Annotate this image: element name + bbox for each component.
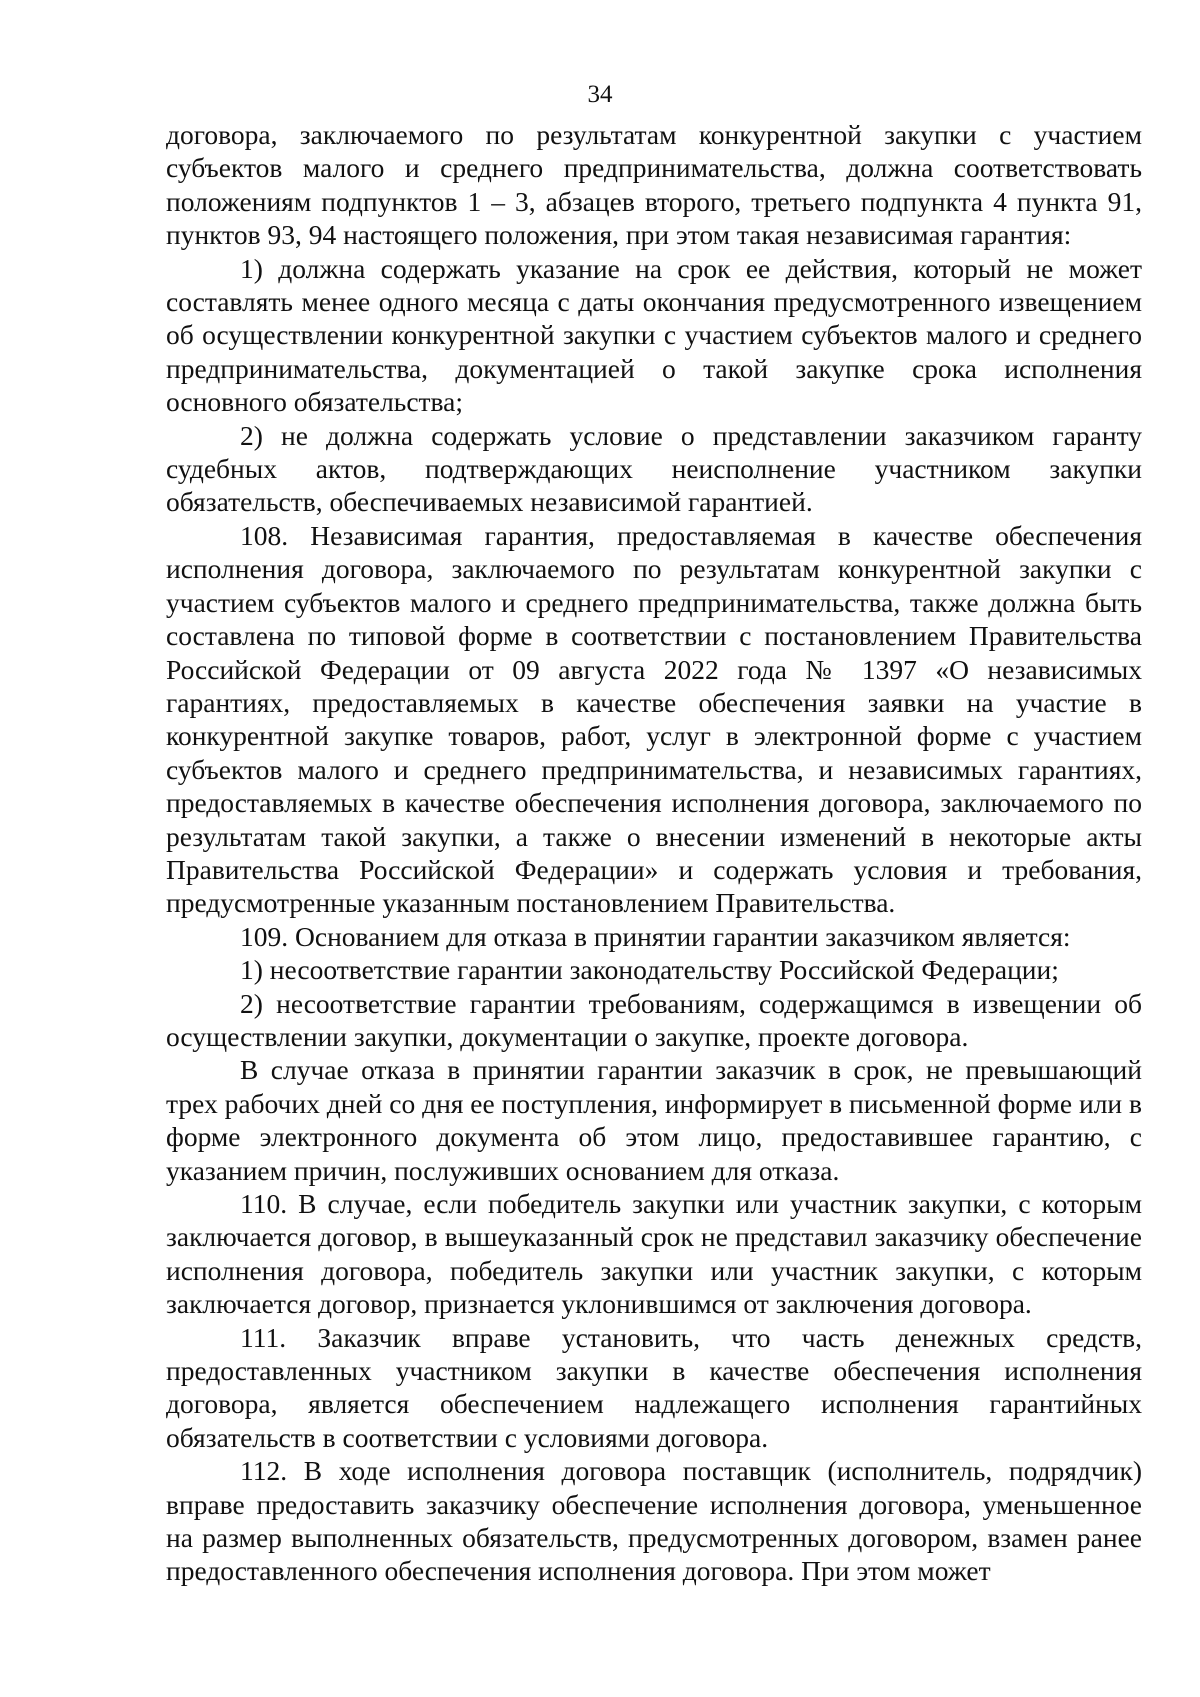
page-number: 34 [587,81,613,108]
paragraph-108: 108. Независимая гарантия, предоставляемая в качестве обеспечения исполнения договора, заключаемого по результатам конкурентной закупки с участием субъектов малого и среднего предпринимательства, также должна быть составлена по типовой форме в соответствии с постановлением Правительства Российской Федерации от 09 августа 2022 года № 1397 «О независимых гарантиях, предоставляемых в качестве обеспечения заявки на участие в конкурентной закупке товаров, работ, услуг в электронной форме с участием субъектов малого и среднего предпринимательства, и независимых гарантиях, предоставляемых в качестве обеспечения исполнения договора, заключаемого по результатам такой закупки, а также о внесении изменений в некоторые акты Правительства Российской Федерации» и содержать условия и требования, предусмотренные указанным постановлением Правительства. [166,519,1142,919]
paragraph-continuation: договора, заключаемого по результатам конкурентной закупки с участием субъектов малого и среднего предпринимательства, должна соответствовать положениям подпунктов 1 – 3, абзацев второго, третьего подпункта 4 пункта 91, пунктов 93, 94 настоящего положения, при этом такая независимая гарантия: [166,119,1142,251]
paragraph-112: 112. В ходе исполнения договора поставщик (исполнитель, подрядчик) вправе предоставить заказчику обеспечение исполнения договора, уменьшенное на размер выполненных обязательств, предусмотренных договором, взамен ранее предоставленного обеспечения исполнения договора. При этом может [166,1455,1142,1587]
paragraph-110: 110. В случае, если победитель закупки или участник закупки, с которым заключается договор, в вышеуказанный срок не представил заказчику обеспечение исполнения договора, победитель закупки или участник закупки, с которым заключается договор, признается уклонившимся от заключения договора. [166,1188,1142,1320]
paragraph-109: 109. Основанием для отказа в принятии гарантии заказчиком является: [240,920,1071,952]
paragraph-109-item-2: 2) несоответствие гарантии требованиям, содержащимся в извещении об осуществлении закупки, документации о закупке, проекте договора. [166,987,1142,1052]
paragraph-111: 111. Заказчик вправе установить, что часть денежных средств, предоставленных участником закупки в качестве обеспечения исполнения договора, является обеспечением надлежащего исполнения гарантийных обязательств в соответствии с условиями договора. [166,1321,1142,1453]
document-body [166,118,1142,1588]
paragraph-subitem-1: 1) должна содержать указание на срок ее действия, который не может составлять менее одного месяца с даты окончания предусмотренного извещением об осуществлении конкурентной закупки с участием субъектов малого и среднего предпринимательства, документацией о такой закупке срока исполнения основного обязательства; [166,252,1142,418]
paragraph-109-item-1: 1) несоответствие гарантии законодательству Российской Федерации; [240,954,1059,986]
paragraph-refusal: В случае отказа в принятии гарантии заказчик в срок, не превышающий трех рабочих дней со дня ее поступления, информирует в письменной форме или в форме электронного документа об этом лицо, предоставившее гарантию, с указанием причин, послуживших основанием для отказа. [166,1054,1142,1186]
paragraph-subitem-2: 2) не должна содержать условие о представлении заказчиком гаранту судебных актов, подтверждающих неисполнение участником закупки обязательств, обеспечиваемых независимой гарантией. [166,419,1142,518]
